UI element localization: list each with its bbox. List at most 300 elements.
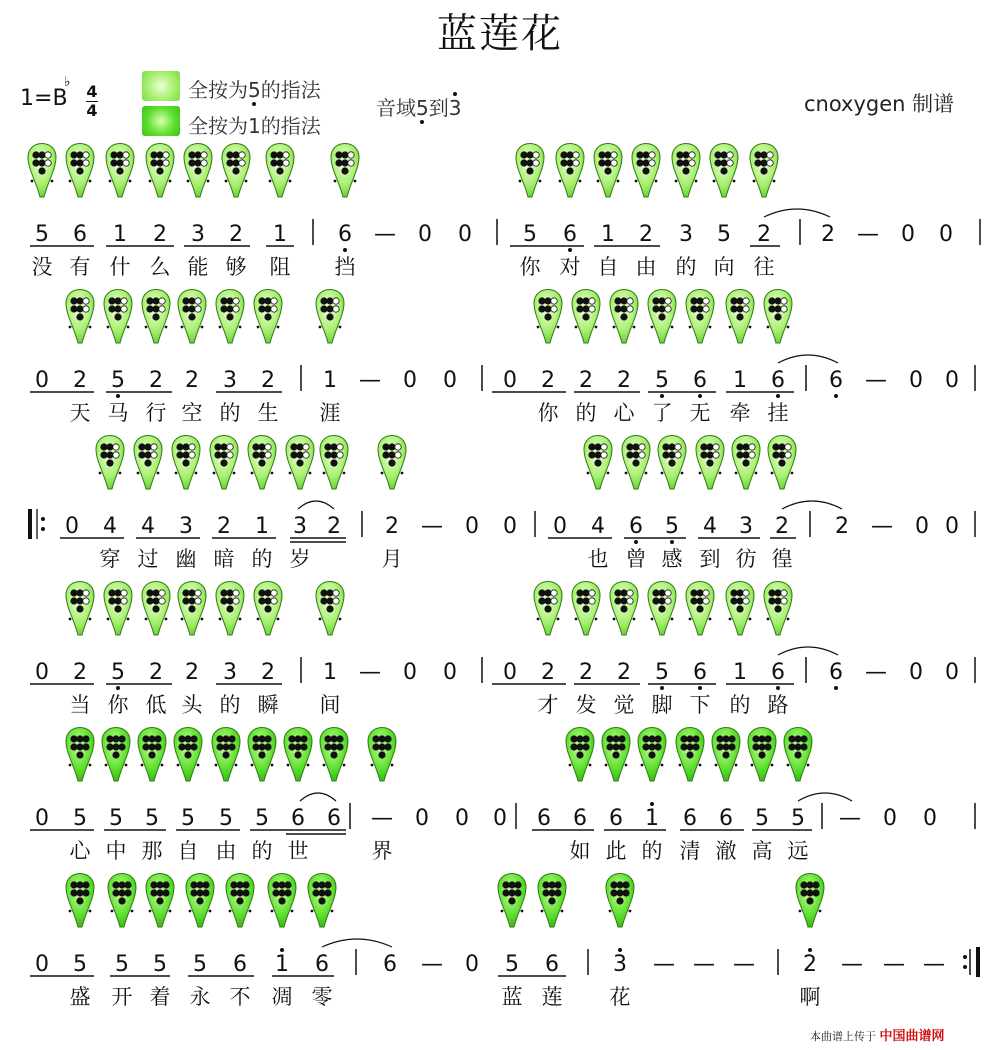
key-prefix: 1=	[20, 86, 53, 111]
tie-arc	[298, 501, 334, 509]
lyric-char: 发	[575, 693, 597, 717]
ocarina-fingering-icon	[602, 728, 630, 782]
lyric-char: 挡	[334, 255, 356, 279]
jianpu-note: 3	[679, 222, 693, 247]
ocarina-fingering-icon	[172, 436, 200, 490]
jianpu-note: 0	[909, 368, 923, 393]
lyric-char: 的	[675, 255, 697, 279]
jianpu-note: 6	[573, 806, 587, 831]
repeat-dot	[41, 527, 45, 531]
ocarina-fingering-icon	[658, 436, 686, 490]
ocarina-fingering-icon	[316, 290, 344, 344]
ocarina-fingering-icon	[784, 728, 812, 782]
jianpu-note: 4	[103, 514, 117, 539]
jianpu-note: 2	[835, 514, 849, 539]
ocarina-fingering-icon	[726, 582, 754, 636]
jianpu-note: 5	[115, 952, 129, 977]
legend2-post: 的指法	[260, 114, 321, 138]
lyric-char: 幽	[175, 547, 197, 571]
ocarina-fingering-icon	[320, 436, 348, 490]
jianpu-note: 2	[579, 368, 593, 393]
ocarina-fingering-icon	[184, 144, 212, 198]
time-top: 4	[86, 82, 98, 101]
lyric-char: 那	[141, 839, 163, 863]
ocarina-fingering-icon	[622, 436, 650, 490]
lyric-char: 挂	[767, 401, 789, 425]
jianpu-note: 6	[563, 222, 577, 247]
ocarina-fingering-icon	[378, 436, 406, 490]
key-note: B	[52, 86, 68, 111]
jianpu-note: 5	[181, 806, 195, 831]
lyric-char: 的	[729, 693, 751, 717]
jianpu-note: 6	[629, 514, 643, 539]
ocarina-fingering-icon	[538, 874, 566, 928]
jianpu-note: 0	[443, 368, 457, 393]
lyric-char: 凋	[271, 985, 293, 1009]
jianpu-note: —	[421, 514, 443, 539]
lyric-char: 么	[149, 255, 171, 279]
ocarina-fingering-icon	[534, 582, 562, 636]
jianpu-note: 0	[901, 222, 915, 247]
jianpu-note: —	[374, 222, 396, 247]
lyric-char: 如	[569, 839, 591, 863]
jianpu-note: —	[693, 952, 715, 977]
ocarina-fingering-icon	[610, 290, 638, 344]
lyric-char: 牵	[729, 401, 751, 425]
jianpu-note: 3	[191, 222, 205, 247]
jianpu-note: 0	[443, 660, 457, 685]
lyric-char: 了	[651, 401, 673, 425]
lyric-char: 蓝	[501, 985, 523, 1009]
low-octave-dot	[116, 686, 120, 690]
lyric-char: 涯	[319, 401, 341, 425]
tie-arc	[778, 647, 838, 655]
jianpu-note: 0	[65, 514, 79, 539]
ocarina-fingering-icon	[648, 582, 676, 636]
jianpu-note: 2	[803, 952, 817, 977]
jianpu-note: 5	[35, 222, 49, 247]
jianpu-note: 1	[733, 660, 747, 685]
ocarina-fingering-icon	[632, 144, 660, 198]
lyric-char: 啊	[799, 985, 821, 1009]
tie-arc	[782, 501, 842, 509]
ocarina-fingering-icon	[648, 290, 676, 344]
jianpu-note: 2	[185, 660, 199, 685]
low-octave-dot	[660, 686, 664, 690]
jianpu-note: —	[841, 952, 863, 977]
ocarina-fingering-icon	[726, 290, 754, 344]
lyric-char: 界	[371, 839, 393, 863]
ocarina-fingering-icon	[331, 144, 359, 198]
lyric-char: 你	[537, 401, 559, 425]
jianpu-note: 0	[35, 368, 49, 393]
jianpu-note: 6	[73, 222, 87, 247]
ocarina-fingering-icon	[712, 728, 740, 782]
jianpu-note: 3	[223, 660, 237, 685]
score-system-6	[30, 939, 978, 1009]
lyric-char: 的	[251, 547, 273, 571]
high-octave-dot	[618, 948, 622, 952]
footer-site-logo[interactable]: 中国曲谱网	[879, 1029, 945, 1044]
ocarina-fingering-icon	[210, 436, 238, 490]
jianpu-note: 0	[35, 660, 49, 685]
ocarina-fingering-icon	[226, 874, 254, 928]
score-system-1	[30, 209, 980, 279]
time-bottom: 4	[86, 101, 98, 120]
lyric-char: 暗	[213, 547, 235, 571]
low-octave-dot	[834, 394, 838, 398]
lyric-char: 不	[229, 985, 251, 1009]
jianpu-note: 0	[945, 514, 959, 539]
lyric-char: 过	[137, 547, 159, 571]
lyric-char: 下	[689, 693, 711, 717]
repeat-dot	[963, 955, 967, 959]
jianpu-note: 2	[149, 368, 163, 393]
arranger-credit: cnoxygen 制谱	[804, 92, 955, 116]
jianpu-note: 2	[73, 368, 87, 393]
jianpu-note: 0	[458, 222, 472, 247]
jianpu-note: 2	[639, 222, 653, 247]
jianpu-note: 0	[503, 660, 517, 685]
ocarina-fingering-icon	[106, 144, 134, 198]
key-flat: ♭	[64, 74, 71, 90]
legend1-pre: 全按为	[188, 78, 248, 102]
ocarina-fingering-icon	[222, 144, 250, 198]
score-system-5	[30, 793, 975, 863]
jianpu-note: —	[359, 368, 381, 393]
jianpu-note: 6	[291, 806, 305, 831]
ocarina-fingering-icon	[764, 290, 792, 344]
ocarina-fingering-icon	[178, 582, 206, 636]
ocarina-fingering-icon	[498, 874, 526, 928]
jianpu-note: 5	[717, 222, 731, 247]
score-system-3	[30, 501, 975, 571]
jianpu-note: 2	[261, 660, 275, 685]
lyric-char: 高	[751, 839, 773, 863]
lyric-char: 对	[559, 255, 581, 279]
lyric-char: 什	[109, 255, 131, 279]
jianpu-note: 2	[217, 514, 231, 539]
lyric-char: 能	[187, 255, 209, 279]
jianpu-note: 0	[503, 514, 517, 539]
lyric-char: 觉	[613, 693, 635, 717]
jianpu-note: 0	[455, 806, 469, 831]
jianpu-note: 0	[945, 660, 959, 685]
jianpu-note: 2	[821, 222, 835, 247]
ocarina-fingering-icon	[672, 144, 700, 198]
ocarina-fingering-icon	[594, 144, 622, 198]
jianpu-note: 5	[655, 368, 669, 393]
ocarina-fingering-icon	[308, 874, 336, 928]
jianpu-note: —	[733, 952, 755, 977]
lyric-char: 曾	[625, 547, 647, 571]
ocarina-fingering-icon	[146, 144, 174, 198]
jianpu-note: —	[371, 806, 393, 831]
jianpu-note: 6	[771, 368, 785, 393]
ocarina-fingering-icon	[320, 728, 348, 782]
lyric-char: 往	[753, 255, 775, 279]
ocarina-fingering-icon	[710, 144, 738, 198]
jianpu-note: 5	[193, 952, 207, 977]
ocarina-fingering-icon	[606, 874, 634, 928]
jianpu-note: 0	[465, 952, 479, 977]
lyric-char: 花	[609, 985, 631, 1009]
ocarina-fingering-icon	[638, 728, 666, 782]
ocarina-fingering-icon	[254, 582, 282, 636]
ocarina-fingering-icon	[516, 144, 544, 198]
jianpu-note: 0	[403, 660, 417, 685]
jianpu-note: 3	[223, 368, 237, 393]
jianpu-note: 1	[323, 368, 337, 393]
ocarina-fingering-icon	[66, 874, 94, 928]
ocarina-fingering-icon	[534, 290, 562, 344]
score-system-2	[30, 355, 975, 425]
jianpu-note: 1	[733, 368, 747, 393]
jianpu-note: 5	[73, 952, 87, 977]
jianpu-note: 3	[179, 514, 193, 539]
jianpu-note: 0	[503, 368, 517, 393]
lyric-char: 由	[215, 839, 237, 863]
jianpu-note: 4	[703, 514, 717, 539]
jianpu-note: 1	[255, 514, 269, 539]
jianpu-note: —	[871, 514, 893, 539]
jianpu-note: 1	[273, 222, 287, 247]
ocarina-fingering-icon	[104, 582, 132, 636]
lyric-char: 天	[69, 401, 91, 425]
jianpu-note: 6	[315, 952, 329, 977]
lyric-char: 的	[251, 839, 273, 863]
ocarina-fingering-icon	[284, 728, 312, 782]
score-system-4	[30, 647, 975, 717]
jianpu-note: 4	[141, 514, 155, 539]
lyric-char: 到	[699, 547, 721, 571]
ocarina-fingering-icon	[216, 290, 244, 344]
range-mid: 到	[428, 96, 449, 120]
jianpu-note: 5	[255, 806, 269, 831]
low-octave-dot	[698, 394, 702, 398]
ocarina-fingering-icon	[212, 728, 240, 782]
lyric-char: 开	[111, 985, 133, 1009]
jianpu-note: 2	[617, 660, 631, 685]
jianpu-note: 5	[523, 222, 537, 247]
lyric-char: 徨	[771, 547, 793, 571]
ocarina-fingering-icon	[732, 436, 760, 490]
lyric-char: 低	[145, 693, 167, 717]
lyric-char: 向	[713, 255, 735, 279]
ocarina-fingering-icon	[266, 144, 294, 198]
jianpu-note: 6	[545, 952, 559, 977]
legend2-note: 1	[248, 114, 261, 138]
ocarina-fingering-icon	[610, 582, 638, 636]
low-octave-dot	[660, 394, 664, 398]
lyric-char: 心	[613, 401, 635, 425]
lyric-char: 生	[257, 401, 279, 425]
ocarina-fingering-icon	[316, 582, 344, 636]
low-octave-dot	[634, 540, 638, 544]
lyric-char: 盛	[69, 985, 91, 1009]
footer	[810, 1025, 945, 1044]
high-octave-dot	[280, 948, 284, 952]
jianpu-note: 3	[739, 514, 753, 539]
ocarina-fingering-icon	[138, 728, 166, 782]
lyric-char: 中	[105, 839, 127, 863]
range-pre: 音域	[376, 96, 416, 120]
high-octave-dot	[650, 802, 654, 806]
ocarina-fingering-icon	[108, 874, 136, 928]
jianpu-note: 1	[645, 806, 659, 831]
lyric-char: 由	[635, 255, 657, 279]
jianpu-note: 2	[327, 514, 341, 539]
jianpu-note: —	[653, 952, 675, 977]
ocarina-fingering-icon	[178, 290, 206, 344]
ocarina-fingering-icon	[572, 582, 600, 636]
jianpu-note: 0	[915, 514, 929, 539]
jianpu-note: 2	[385, 514, 399, 539]
jianpu-note: 0	[939, 222, 953, 247]
ocarina-fingering-icon	[146, 874, 174, 928]
jianpu-note: 6	[829, 660, 843, 685]
ocarina-fingering-icon	[566, 728, 594, 782]
jianpu-note: 6	[683, 806, 697, 831]
lyric-char: 的	[575, 401, 597, 425]
lyric-char: 彷	[735, 547, 757, 571]
ocarina-fingering-icon	[686, 290, 714, 344]
jianpu-note: 0	[465, 514, 479, 539]
repeat-dot	[41, 517, 45, 521]
jianpu-note: 5	[755, 806, 769, 831]
jianpu-note: 6	[719, 806, 733, 831]
low-octave-dot	[568, 248, 572, 252]
jianpu-note: 5	[109, 806, 123, 831]
jianpu-note: 5	[145, 806, 159, 831]
ocarina-fingering-icon	[66, 290, 94, 344]
ocarina-fingering-icon	[268, 874, 296, 928]
lyric-char: 行	[145, 401, 167, 425]
ocarina-fingering-icon	[584, 436, 612, 490]
jianpu-note: 5	[665, 514, 679, 539]
legend1-post: 的指法	[260, 78, 321, 102]
lyric-char: 心	[69, 839, 91, 863]
jianpu-note: 0	[945, 368, 959, 393]
jianpu-note: 6	[327, 806, 341, 831]
jianpu-note: 6	[537, 806, 551, 831]
lyric-char: 的	[219, 693, 241, 717]
jianpu-note: 2	[617, 368, 631, 393]
ocarina-fingering-icon	[248, 436, 276, 490]
low-octave-dot	[776, 686, 780, 690]
lyric-char: 着	[149, 985, 171, 1009]
jianpu-note: 2	[261, 368, 275, 393]
jianpu-note: —	[865, 660, 887, 685]
lyric-char: 你	[107, 693, 129, 717]
ocarina-fingering-icon	[676, 728, 704, 782]
lyric-char: 零	[311, 985, 333, 1009]
lyric-char: 永	[189, 985, 211, 1009]
lyric-char: 的	[219, 401, 241, 425]
lyric-char: 路	[767, 693, 789, 717]
jianpu-note: —	[923, 952, 945, 977]
tie-arc	[798, 793, 852, 801]
ocarina-fingering-icon	[750, 144, 778, 198]
jianpu-note: 6	[693, 368, 707, 393]
lyric-char: 才	[537, 693, 559, 717]
jianpu-note: 0	[418, 222, 432, 247]
jianpu-note: 5	[505, 952, 519, 977]
lyric-char: 自	[597, 255, 619, 279]
jianpu-note: 0	[883, 806, 897, 831]
ocarina-fingering-icon	[216, 582, 244, 636]
lyric-char: 头	[181, 693, 203, 717]
jianpu-note: 0	[415, 806, 429, 831]
jianpu-note: 0	[909, 660, 923, 685]
ocarina-fingering-icon	[66, 582, 94, 636]
jianpu-note: —	[865, 368, 887, 393]
footer-upload-text: 本曲谱上传于	[810, 1030, 876, 1043]
lyric-char: 马	[107, 401, 129, 425]
ocarina-fingering-icon	[134, 436, 162, 490]
jianpu-note: 5	[111, 660, 125, 685]
low-octave-dot	[116, 394, 120, 398]
jianpu-note: 5	[219, 806, 233, 831]
lyric-char: 莲	[541, 985, 563, 1009]
lyric-char: 没	[31, 255, 53, 279]
lyric-char: 阻	[269, 255, 291, 279]
lyric-char: 也	[587, 547, 609, 571]
lyric-char: 间	[319, 693, 341, 717]
ocarina-fingering-icon	[102, 728, 130, 782]
jianpu-note: 6	[609, 806, 623, 831]
jianpu-note: 2	[73, 660, 87, 685]
lyric-char: 清	[679, 839, 701, 863]
jianpu-note: 3	[613, 952, 627, 977]
lyric-char: 脚	[651, 693, 673, 717]
jianpu-note: 2	[541, 368, 555, 393]
lyric-char: 澈	[715, 839, 737, 863]
jianpu-note: 2	[229, 222, 243, 247]
jianpu-note: 0	[493, 806, 507, 831]
jianpu-note: 6	[771, 660, 785, 685]
lyric-char: 月	[381, 547, 403, 571]
ocarina-fingering-icon	[142, 582, 170, 636]
jianpu-note: 0	[35, 952, 49, 977]
low-octave-dot	[834, 686, 838, 690]
jianpu-note: 3	[293, 514, 307, 539]
jianpu-note: 4	[591, 514, 605, 539]
lyric-char: 瞬	[257, 693, 279, 717]
ocarina-fingering-icon	[142, 290, 170, 344]
lyric-char: 够	[225, 255, 247, 279]
ocarina-fingering-icon	[186, 874, 214, 928]
lyric-char: 远	[787, 839, 809, 863]
jianpu-note: —	[421, 952, 443, 977]
lyric-char: 的	[641, 839, 663, 863]
tie-arc	[300, 793, 336, 801]
jianpu-note: 6	[829, 368, 843, 393]
jianpu-note: 2	[541, 660, 555, 685]
jianpu-note: 2	[153, 222, 167, 247]
low-octave-dot	[698, 686, 702, 690]
lyric-char: 岁	[289, 547, 311, 571]
lyric-char: 无	[689, 401, 711, 425]
ocarina-fingering-icon	[764, 582, 792, 636]
jianpu-note: 5	[791, 806, 805, 831]
jianpu-note: 6	[233, 952, 247, 977]
ocarina-fingering-icon	[254, 290, 282, 344]
ocarina-fingering-icon	[796, 874, 824, 928]
ocarina-fingering-icon	[104, 290, 132, 344]
lyric-char: 穿	[99, 547, 121, 571]
low-octave-dot	[670, 540, 674, 544]
